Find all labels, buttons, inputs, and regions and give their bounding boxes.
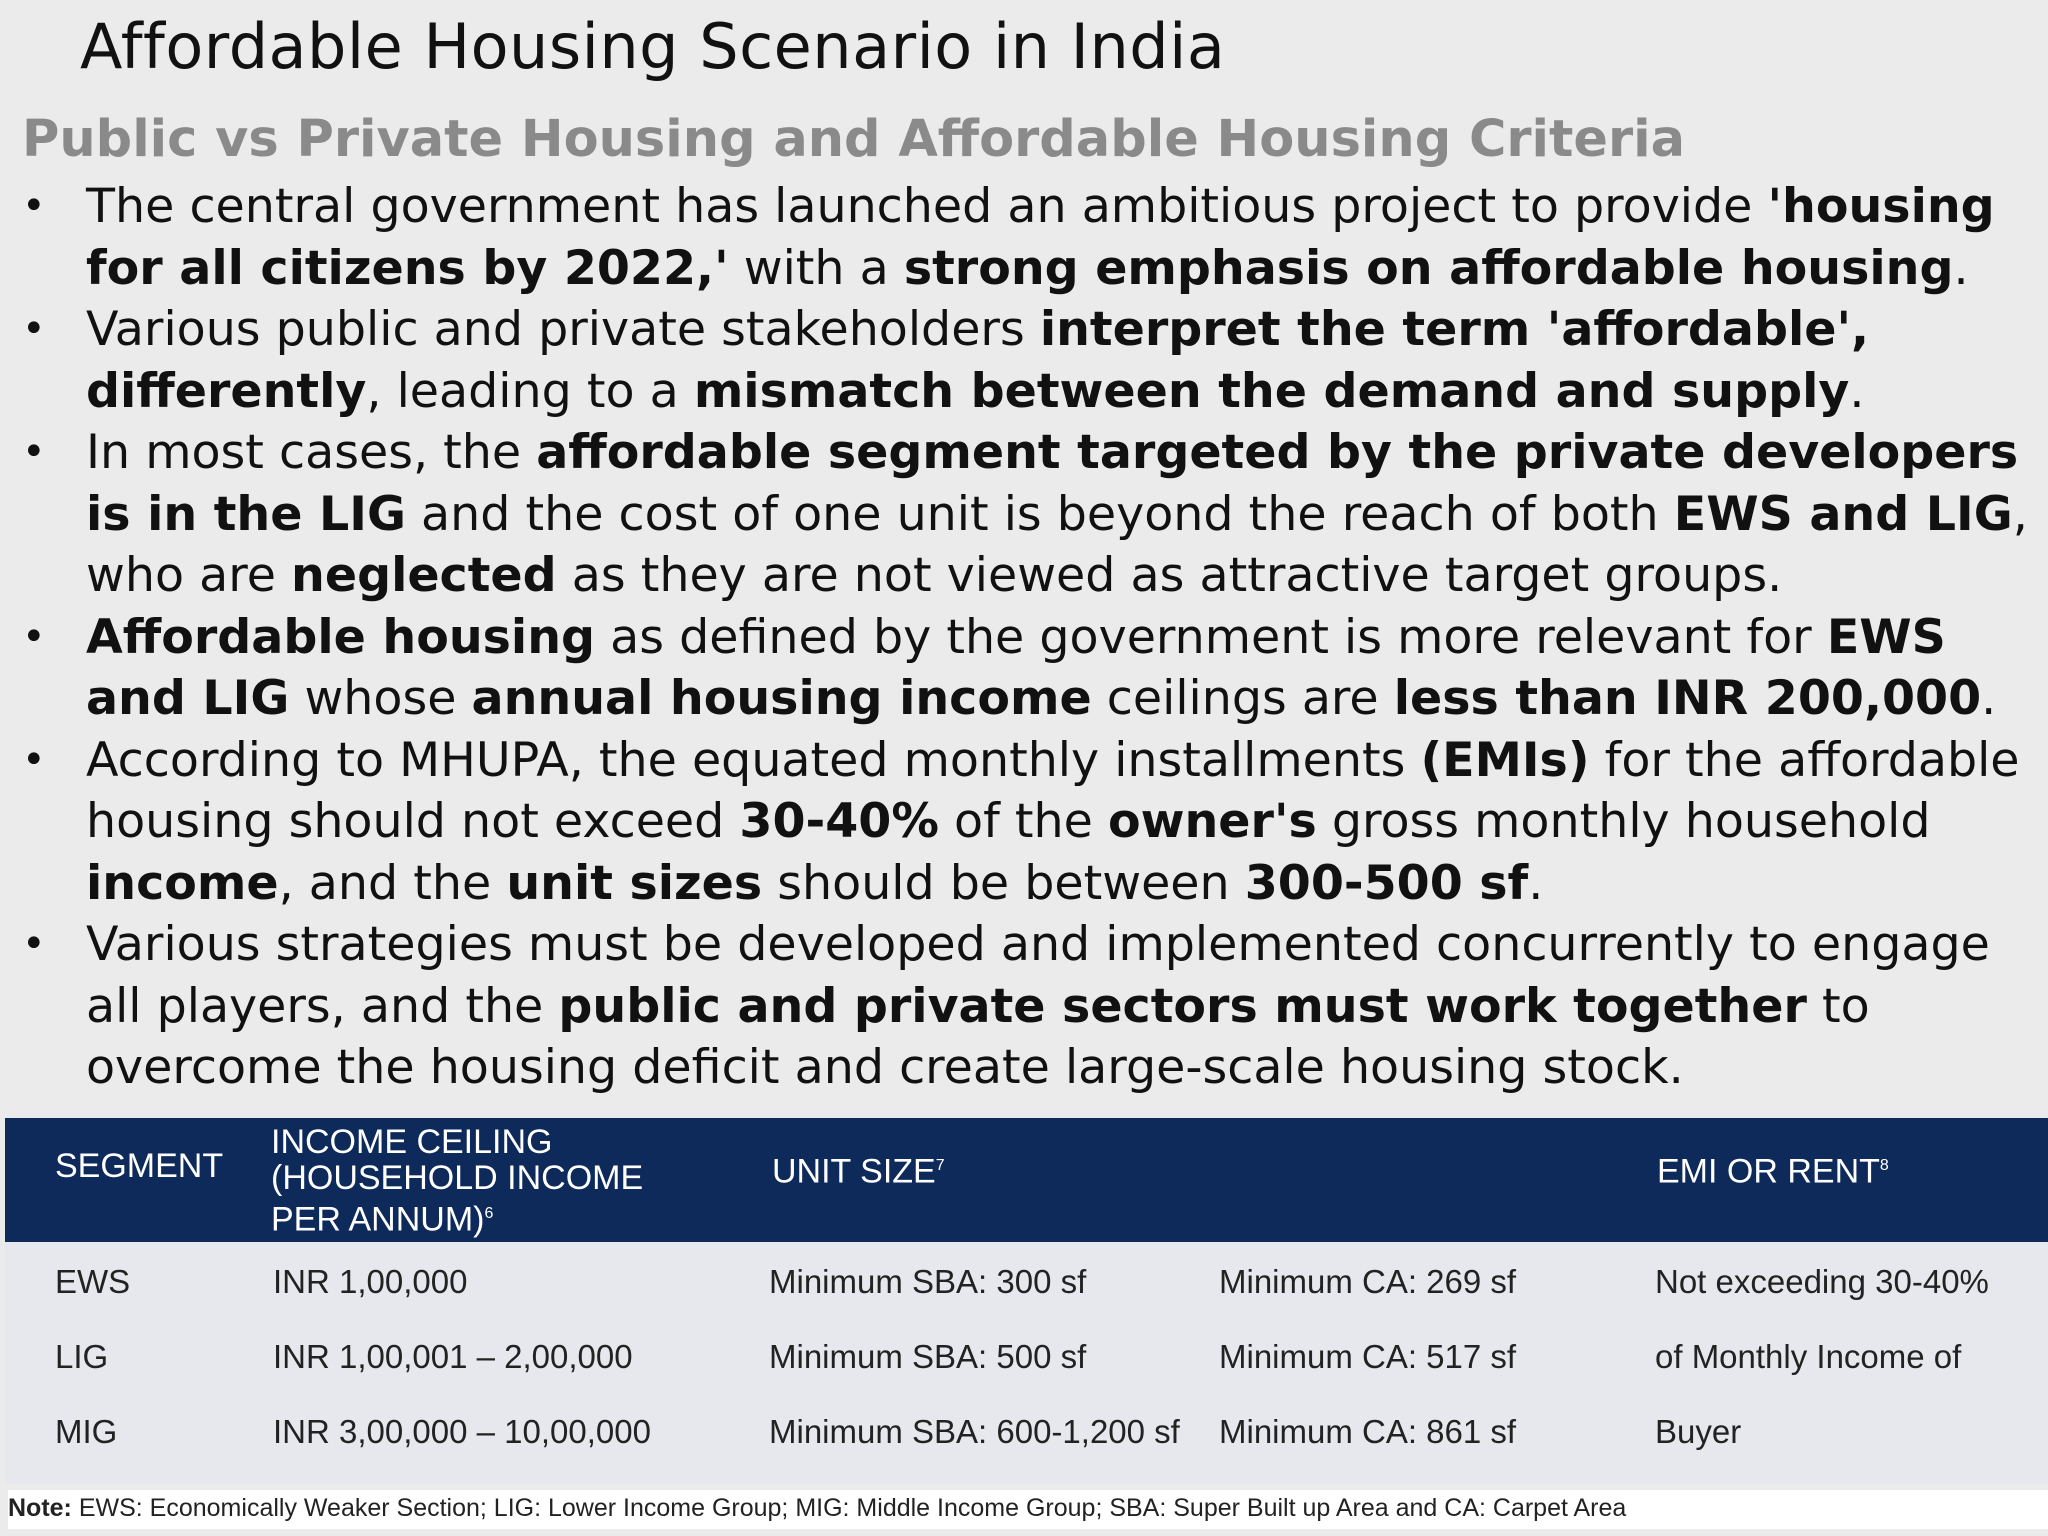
bullet-text: , leading to a xyxy=(366,363,694,419)
bullet-bold-text: public and private sectors must work together xyxy=(558,978,1807,1034)
bullet-text: as defined by the government is more relevant for xyxy=(595,609,1827,665)
cell-ca: Minimum CA: 269 sf xyxy=(1219,1263,1517,1300)
cell-emi-line1: Not exceeding 30-40% xyxy=(1655,1263,1989,1300)
cell-emi-line2: of Monthly Income of xyxy=(1655,1338,1962,1375)
bullet-dot-icon: • xyxy=(22,921,46,967)
cell-segment: LIG xyxy=(55,1338,109,1375)
table-header xyxy=(5,1118,2048,1242)
bullet-text: as they are not viewed as attractive target groups. xyxy=(556,548,1783,603)
bullet-bold-text: 30-40% xyxy=(739,794,939,849)
page-subtitle: Public vs Private Housing and Affordable Housing Criteria xyxy=(22,110,1686,169)
header-unit-size xyxy=(772,1148,945,1189)
header-unit-size-text: UNIT SIZE xyxy=(772,1152,936,1191)
page-title: Affordable Housing Scenario in India xyxy=(80,10,1226,83)
bullet-item xyxy=(22,176,2032,299)
footnote-text: EWS: Economically Weaker Section; LIG: Lower Income Group; MIG: Middle Income Group; SBA: Super Built up Area and CA: Carpet Area xyxy=(71,1494,1627,1522)
footnote-label: Note: xyxy=(8,1494,72,1522)
bullet-dot-icon: • xyxy=(22,736,46,783)
bullet-bold-text: Affordable housing xyxy=(86,609,596,665)
bullet-text: , who are xyxy=(86,486,2028,603)
bullet-bold-text: unit sizes xyxy=(506,855,763,911)
cell-segment: EWS xyxy=(55,1263,131,1300)
bullet-bold-text: less than INR 200,000 xyxy=(1393,671,1982,726)
cell-income: INR 3,00,000 – 10,00,000 xyxy=(273,1413,651,1450)
bullet-dot-icon: • xyxy=(22,306,46,352)
bullet-text: to overcome the housing deficit and create large-scale housing stock. xyxy=(86,978,1870,1095)
bullet-item xyxy=(22,299,2032,422)
cell-ca: Minimum CA: 861 sf xyxy=(1219,1413,1517,1450)
bullet-bold-text: 'housing for all citizens by 2022,' xyxy=(86,179,1995,296)
bullet-bold-text: EWS and LIG xyxy=(86,609,1946,726)
bullet-bold-text: EWS and LIG xyxy=(1673,486,2013,542)
bullet-text: should be between xyxy=(762,855,1245,911)
bullet-bold-text: strong emphasis on affordable housing xyxy=(903,240,1954,296)
bullet-bold-text: owner's xyxy=(1107,794,1317,849)
bullet-text: . xyxy=(1528,855,1544,911)
bullet-text: whose xyxy=(289,671,472,726)
header-income-line2: (HOUSEHOLD INCOME xyxy=(271,1159,644,1197)
bullet-bold-text: neglected xyxy=(291,548,557,603)
cell-income: INR 1,00,000 xyxy=(273,1263,468,1300)
header-emi-text: EMI OR RENT xyxy=(1657,1152,1880,1191)
bullet-list xyxy=(22,176,2032,1099)
header-segment: SEGMENT xyxy=(55,1147,224,1185)
cell-income: INR 1,00,001 – 2,00,000 xyxy=(273,1338,633,1375)
bullet-item xyxy=(22,422,2032,607)
bullet-dot-icon: • xyxy=(22,183,46,229)
bullet-text: ceilings are xyxy=(1091,671,1394,726)
bullet-text: and the cost of one unit is beyond the reach of both xyxy=(405,486,1674,542)
bullet-item xyxy=(22,914,2032,1099)
bullet-bold-text: affordable segment targeted by the private developers is in the LIG xyxy=(86,425,2019,542)
bullet-bold-text: 300-500 sf xyxy=(1244,855,1529,911)
header-emi xyxy=(1657,1148,1889,1189)
header-income-line3-text: PER ANNUM) xyxy=(271,1200,485,1239)
bullet-item xyxy=(22,607,2032,730)
cell-segment: MIG xyxy=(55,1413,118,1450)
header-unit-size-footnote: 7 xyxy=(935,1157,945,1174)
bullet-text: . xyxy=(1849,363,1865,419)
bullet-text: with a xyxy=(728,240,904,296)
bullet-text: for the affordable housing should not exceed xyxy=(86,732,2020,849)
bullet-text: , and the xyxy=(278,855,507,911)
bullet-text: In most cases, the xyxy=(86,425,537,480)
bullet-bold-text: annual housing income xyxy=(471,671,1092,726)
bullet-dot-icon: • xyxy=(22,429,46,475)
bullet-text: gross monthly household xyxy=(1316,794,1931,849)
bullet-text: . xyxy=(1981,671,1997,726)
bullet-bold-text: (EMIs) xyxy=(1420,732,1590,788)
header-income-line1: INCOME CEILING xyxy=(271,1123,553,1161)
table-row xyxy=(5,1412,2048,1472)
cell-sba: Minimum SBA: 500 sf xyxy=(769,1338,1087,1375)
header-income xyxy=(271,1124,643,1237)
bullet-bold-text: interpret the term 'affordable', differently xyxy=(86,302,1870,419)
table-body xyxy=(5,1242,2048,1484)
cell-emi-line3: Buyer xyxy=(1655,1413,1742,1450)
bullet-text: According to MHUPA, the equated monthly installments xyxy=(86,732,1421,788)
affordable-housing-table xyxy=(5,1118,2048,1484)
cell-sba: Minimum SBA: 300 sf xyxy=(769,1263,1087,1300)
bullet-text: . xyxy=(1953,240,1969,296)
header-emi-footnote: 8 xyxy=(1879,1157,1889,1174)
bullet-item xyxy=(22,730,2032,915)
bullet-text: Various strategies must be developed and implemented concurrently to engage all players, and the xyxy=(86,917,1990,1034)
bullet-dot-icon: • xyxy=(22,613,46,660)
header-income-line3 xyxy=(271,1196,643,1237)
bullet-bold-text: mismatch between the demand and supply xyxy=(693,363,1850,419)
cell-sba: Minimum SBA: 600-1,200 sf xyxy=(769,1413,1180,1450)
bullet-text: of the xyxy=(938,794,1108,849)
footnote xyxy=(8,1490,2048,1529)
cell-ca: Minimum CA: 517 sf xyxy=(1219,1338,1517,1375)
header-income-footnote: 6 xyxy=(484,1205,494,1222)
bullet-text: The central government has launched an ambitious project to provide xyxy=(86,179,1768,234)
bullet-text: Various public and private stakeholders xyxy=(86,302,1040,357)
bullet-bold-text: income xyxy=(86,855,279,911)
